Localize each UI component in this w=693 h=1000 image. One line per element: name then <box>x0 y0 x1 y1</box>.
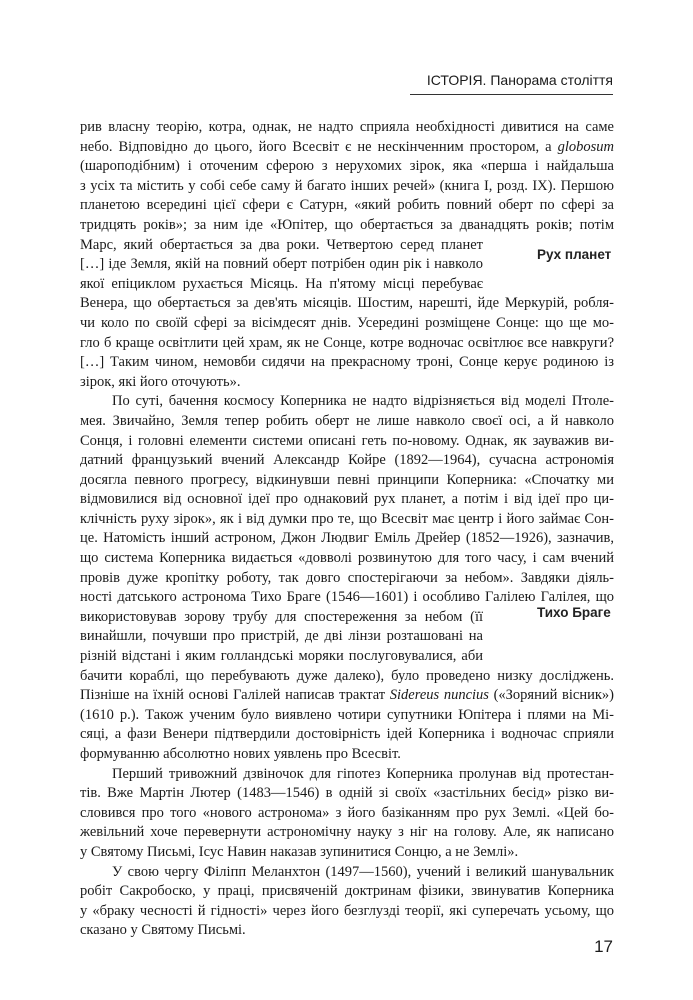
text-line: По суті, бачення космосу Коперника не надто відрізняється від моделі Птоле- <box>112 393 614 410</box>
text-line: тів. Вже Мартін Лютер (1483—1546) в одній зі своїх «застільних бесід» різко ви- <box>80 785 614 802</box>
text-line: бачити кораблі, що перебувають дуже далеко), було проведено низку досліджень. <box>80 667 614 684</box>
text-line: зірок, які його оточують». <box>80 373 241 390</box>
text-line: з усіх та містить у собі себе саму й багато інших речей» (книга I, розд. IX). Першою <box>80 177 614 194</box>
text-line: У свою чергу Філіпп Меланхтон (1497—1560), учений і великий шанувальник <box>112 863 614 880</box>
text-line: […] Таким чином, немовби сидячи на прекрасному троні, Сонце керує родиною із <box>80 354 614 371</box>
text-line: це. Натомість інший астроном, Джон Людвиг Еміль Дрейер (1852—1926), зазначив, <box>80 530 614 547</box>
text-line: що система Коперника видається «довволі розвинутою для того часу, і сам вчений <box>80 550 614 567</box>
text-line: Сонця, і головні елементи системи описані геть по-новому. Однак, як зауважив ви- <box>80 432 614 449</box>
text-line: провів дуже кропітку роботу, так довго спостерігаючи за небом». Завдяки діяль- <box>80 569 614 586</box>
margin-note-planet-motion: Рух планет <box>537 247 612 262</box>
italic-term: globosum <box>557 138 614 155</box>
text-line: планетою всередині цієї сфери є Сатурн, «який робить повний оберт по сфері за <box>80 197 614 214</box>
text-line: клічність руху зірок», як і від думки про те, що Всесвіт має центр і його займає Сон- <box>80 510 614 527</box>
paragraph <box>80 765 614 863</box>
text-line: Венера, що обертається за дев'ять місяців. Шостим, нарешті, йде Меркурій, робля- <box>80 295 614 312</box>
text-line: якої епіциклом рухається Місяць. На п'ятому місці перебуває <box>80 275 483 292</box>
text-line: у Святому Письмі, Ісус Навин наказав зупинитися Сонцю, а не Землі». <box>80 843 519 860</box>
text-line: сяці, а фази Венери підтвердили достовірність ідей Коперника і водночас сприяли <box>80 726 614 743</box>
text-line: винайшли, почувши про пристрій, де дві лінзи розташовані на <box>80 628 483 645</box>
text-line: (шароподібним) і оточеним сферою з нерухомих зірок, яка «перша і найдальша <box>80 158 614 175</box>
text-line: рив власну теорію, котра, однак, не надто сприяла необхідності дивитися на саме <box>80 119 614 135</box>
running-header-title: ІСТОРІЯ. Панорама століття <box>426 72 613 88</box>
text-line: […] іде Земля, якій на повний оберт потрібен один рік і навколо <box>80 256 483 273</box>
paragraph <box>80 118 614 392</box>
text-line: ності датського астронома Тихо Браге (1546—1601) і особливо Галілею Галілея, що <box>80 589 614 606</box>
text-line: використовував зорову трубу для спостереження за небом (її <box>80 608 483 625</box>
text-line: мея. Звичайно, Земля тепер робить оберт не лише навколо своєї осі, а й навколо <box>80 412 614 429</box>
text-line: у «браку чесності й гідності» через його безглузді теорії, які суперечать усьому, що <box>80 902 614 919</box>
text-line: чи коло по своїй сфері за вісімдесят днів. Усередині розміщене Сонце: що ще мо- <box>80 314 614 331</box>
text-line: (1610 р.). Також ученим було виявлено чотири супутники Юпітера і плями на Мі- <box>80 706 614 723</box>
text-line: відмовилися від основної ідеї про однаковий рух планет, а потім і від ідеї про ци- <box>80 491 614 508</box>
text-line: Перший тривожний дзвіночок для гіпотез Коперника пролунав від протестан- <box>112 765 614 782</box>
margin-note-tycho-brahe: Тихо Браге <box>537 605 611 620</box>
page-number: 17 <box>594 937 613 956</box>
text-line: робіт Сакробоско, у праці, присвяченій доктринам фізики, звинуватив Коперника <box>80 883 614 900</box>
text-line: гло б краще освітлити цей храм, як не Сонце, котре водночас освітлює все навкруги? <box>80 334 614 351</box>
text-line: сказано у Святому Письмі. <box>80 922 246 939</box>
text-line: формуванню абсолютно нових уявлень про Всесвіт. <box>80 746 401 762</box>
text-line: Марс, який обертається за два роки. Четвертою серед планет <box>80 236 483 253</box>
text-line: Пізніше на їхній основі Галілей написав трактат Sidereus nuncius («Зоряний вісник») <box>80 687 614 704</box>
body-text <box>80 118 614 941</box>
paragraph <box>80 392 614 764</box>
text-line: тридцять років»; за ним іде «Юпітер, що обертається за дванадцять років; потім <box>80 216 614 233</box>
text-line: досягла певного прогресу, відкинувши певні принципи Коперника: «Спочатку ми <box>80 471 614 488</box>
text-line: жевільний хоче перевернути астрономічну науку з ніг на голову. Але, як написано <box>80 824 614 841</box>
text-line: різній відстані і яким голландські моряки послуговувалися, аби <box>80 648 483 665</box>
text-line: словився про того «нового астронома» з його базіканням про рух Землі. «Цей бо- <box>80 804 614 821</box>
text-line: датний французький вчений Александр Койре (1892—1964), сучасна астрономія <box>80 452 614 469</box>
header-rule <box>410 94 613 95</box>
paragraph <box>80 863 614 941</box>
italic-term: Sidereus nuncius <box>389 687 489 704</box>
text-line: небо. Відповідно до цього, його Всесвіт є не нескінченним простором, а globosum <box>80 138 614 155</box>
